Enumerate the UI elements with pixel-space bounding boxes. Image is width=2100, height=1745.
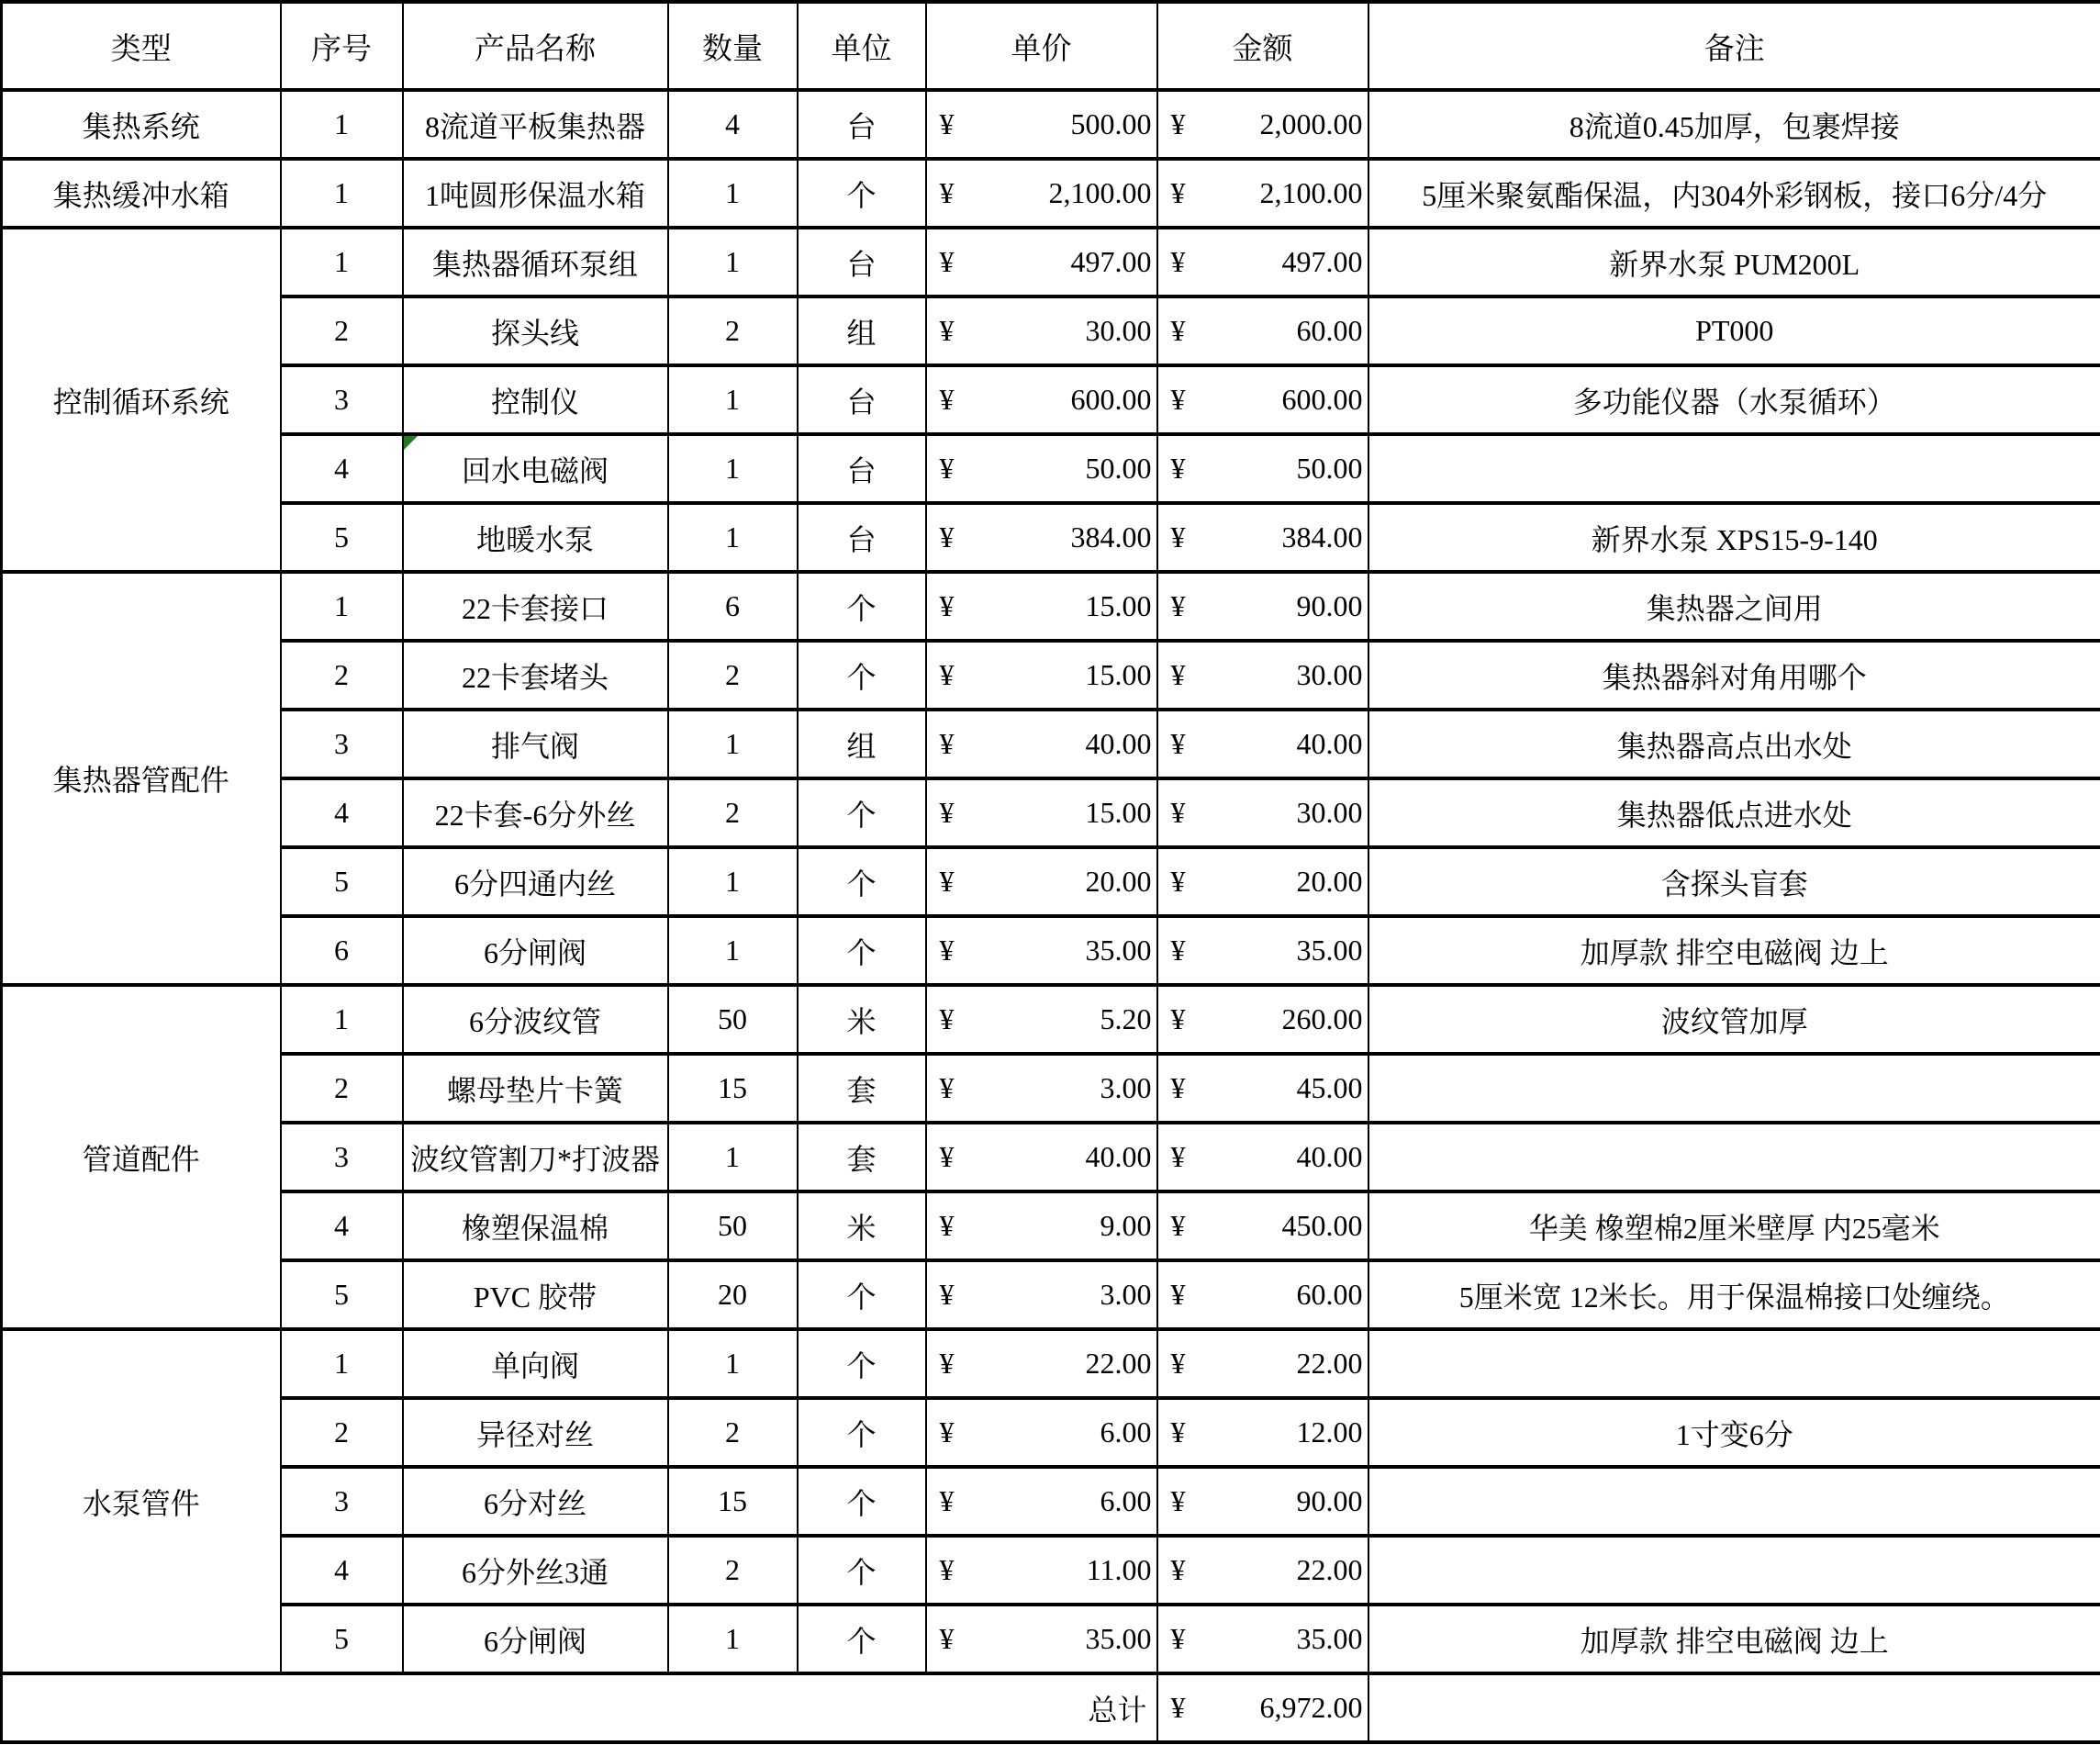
currency-value: 35.00 xyxy=(1296,1622,1363,1655)
cell-unit-price[interactable] xyxy=(926,434,1157,503)
cell-unit-price[interactable] xyxy=(926,365,1157,434)
table-row xyxy=(2,1123,2100,1191)
currency-value: 5.20 xyxy=(1100,1002,1152,1035)
currency-symbol: ¥ xyxy=(939,1553,955,1586)
table-row xyxy=(2,1191,2100,1260)
cell-qty[interactable]: 1 xyxy=(668,1123,798,1191)
currency-value: 22.00 xyxy=(1296,1553,1363,1586)
cell-amount[interactable] xyxy=(1157,296,1368,365)
cell-note[interactable]: 5厘米聚氨酯保温，内304外彩钢板，接口6分/4分 xyxy=(1368,159,2100,228)
cell-no[interactable]: 4 xyxy=(281,434,403,503)
cell-unit[interactable]: 米 xyxy=(798,985,926,1054)
currency-symbol: ¥ xyxy=(1170,1415,1186,1449)
cell-unit-price[interactable] xyxy=(926,503,1157,572)
cell-qty[interactable]: 1 xyxy=(668,1605,798,1673)
cell-amount[interactable] xyxy=(1157,1054,1368,1123)
table-row xyxy=(2,916,2100,985)
cell-note[interactable]: 新界水泵 XPS15-9-140 xyxy=(1368,503,2100,572)
cell-no[interactable]: 2 xyxy=(281,1398,403,1467)
currency-value: 22.00 xyxy=(1085,1347,1152,1380)
currency-symbol: ¥ xyxy=(1170,589,1186,622)
currency-value: 45.00 xyxy=(1296,1071,1363,1104)
cell-unit-price[interactable] xyxy=(926,90,1157,159)
currency-symbol: ¥ xyxy=(939,1278,955,1311)
cell-unit-price[interactable] xyxy=(926,778,1157,847)
cell-note[interactable]: 加厚款 排空电磁阀 边上 xyxy=(1368,1605,2100,1673)
cell-unit-price[interactable] xyxy=(926,1260,1157,1329)
cell-note[interactable] xyxy=(1368,1329,2100,1398)
currency-value: 35.00 xyxy=(1085,934,1152,967)
cell-qty[interactable]: 1 xyxy=(668,434,798,503)
header-cell-no[interactable]: 序号 xyxy=(281,2,403,90)
cell-amount[interactable] xyxy=(1157,710,1368,778)
cell-amount[interactable] xyxy=(1157,847,1368,916)
cell-product-name[interactable]: 22卡套堵头 xyxy=(403,641,668,710)
currency-value: 40.00 xyxy=(1296,727,1363,760)
cell-amount[interactable] xyxy=(1157,778,1368,847)
cell-product-name[interactable]: 波纹管割刀*打波器 xyxy=(403,1123,668,1191)
cell-qty[interactable]: 1 xyxy=(668,228,798,296)
cell-unit[interactable]: 台 xyxy=(798,90,926,159)
currency-value: 3.00 xyxy=(1100,1071,1152,1104)
currency-symbol: ¥ xyxy=(939,1415,955,1449)
currency-value: 260.00 xyxy=(1281,1002,1363,1035)
cell-qty[interactable]: 1 xyxy=(668,365,798,434)
cell-unit-price[interactable] xyxy=(926,1467,1157,1536)
currency-symbol: ¥ xyxy=(939,796,955,829)
currency-value: 600.00 xyxy=(1070,383,1152,416)
cell-no[interactable]: 6 xyxy=(281,916,403,985)
cell-no[interactable]: 1 xyxy=(281,159,403,228)
currency-symbol: ¥ xyxy=(1170,1002,1186,1035)
currency-value: 90.00 xyxy=(1296,589,1363,622)
cell-unit-price[interactable] xyxy=(926,1123,1157,1191)
cell-note[interactable] xyxy=(1368,1123,2100,1191)
currency-symbol: ¥ xyxy=(1170,383,1186,416)
cell-no[interactable]: 1 xyxy=(281,572,403,641)
cell-qty[interactable]: 50 xyxy=(668,1191,798,1260)
cell-amount[interactable] xyxy=(1157,1123,1368,1191)
cell-unit[interactable]: 米 xyxy=(798,1191,926,1260)
cell-unit-price[interactable] xyxy=(926,1605,1157,1673)
cell-qty[interactable]: 4 xyxy=(668,90,798,159)
cell-unit[interactable]: 个 xyxy=(798,1605,926,1673)
cell-no[interactable]: 5 xyxy=(281,1260,403,1329)
currency-symbol: ¥ xyxy=(939,314,955,347)
currency-symbol: ¥ xyxy=(1170,452,1186,485)
cell-no[interactable]: 3 xyxy=(281,365,403,434)
currency-symbol: ¥ xyxy=(1170,1278,1186,1311)
header-cell-unit-price[interactable]: 单价 xyxy=(926,2,1157,90)
cell-note[interactable]: 含探头盲套 xyxy=(1368,847,2100,916)
header-cell-amount[interactable]: 金额 xyxy=(1157,2,1368,90)
currency-symbol: ¥ xyxy=(1170,796,1186,829)
cell-amount[interactable] xyxy=(1157,916,1368,985)
cell-amount[interactable] xyxy=(1157,1467,1368,1536)
currency-value: 15.00 xyxy=(1085,796,1152,829)
cell-note[interactable]: 1寸变6分 xyxy=(1368,1398,2100,1467)
cell-unit-price[interactable] xyxy=(926,985,1157,1054)
cell-note[interactable]: PT000 xyxy=(1368,296,2100,365)
cell-qty[interactable]: 50 xyxy=(668,985,798,1054)
currency-value: 6,972.00 xyxy=(1259,1691,1363,1724)
currency-symbol: ¥ xyxy=(939,1140,955,1173)
cell-unit-price[interactable] xyxy=(926,572,1157,641)
currency-symbol: ¥ xyxy=(1170,176,1186,209)
cell-amount[interactable] xyxy=(1157,1605,1368,1673)
cell-note[interactable]: 5厘米宽 12米长。用于保温棉接口处缠绕。 xyxy=(1368,1260,2100,1329)
table-row xyxy=(2,1536,2100,1605)
currency-value: 3.00 xyxy=(1100,1278,1152,1311)
table-row xyxy=(2,1467,2100,1536)
cell-note[interactable]: 新界水泵 PUM200L xyxy=(1368,228,2100,296)
cell-unit-price[interactable] xyxy=(926,641,1157,710)
cell-unit[interactable]: 个 xyxy=(798,1398,926,1467)
currency-symbol: ¥ xyxy=(939,1622,955,1655)
total-note-cell[interactable] xyxy=(1368,1673,2100,1742)
cell-unit[interactable]: 个 xyxy=(798,1467,926,1536)
table-row xyxy=(2,1605,2100,1673)
cell-note[interactable]: 集热器之间用 xyxy=(1368,572,2100,641)
cell-unit-price[interactable] xyxy=(926,916,1157,985)
cell-amount[interactable] xyxy=(1157,1260,1368,1329)
cell-qty[interactable]: 2 xyxy=(668,778,798,847)
currency-value: 9.00 xyxy=(1100,1209,1152,1242)
currency-symbol: ¥ xyxy=(939,107,955,140)
currency-value: 500.00 xyxy=(1070,107,1152,140)
cell-amount[interactable] xyxy=(1157,228,1368,296)
cell-product-name[interactable]: 回水电磁阀 xyxy=(403,434,668,503)
currency-value: 20.00 xyxy=(1085,865,1152,898)
cell-no[interactable]: 5 xyxy=(281,503,403,572)
cell-unit[interactable]: 套 xyxy=(798,1054,926,1123)
cell-no[interactable]: 2 xyxy=(281,296,403,365)
cell-unit[interactable]: 台 xyxy=(798,434,926,503)
cell-category[interactable]: 管道配件 xyxy=(2,985,281,1329)
table-row xyxy=(2,1260,2100,1329)
cell-note[interactable]: 8流道0.45加厚，包裹焊接 xyxy=(1368,90,2100,159)
cell-qty[interactable]: 2 xyxy=(668,1398,798,1467)
currency-value: 50.00 xyxy=(1296,452,1363,485)
cell-qty[interactable]: 1 xyxy=(668,710,798,778)
currency-value: 497.00 xyxy=(1070,245,1152,278)
cell-no[interactable]: 3 xyxy=(281,1123,403,1191)
currency-value: 60.00 xyxy=(1296,1278,1363,1311)
table-row xyxy=(2,847,2100,916)
cell-product-name[interactable]: 22卡套接口 xyxy=(403,572,668,641)
cell-product-name[interactable]: 控制仪 xyxy=(403,365,668,434)
cell-no[interactable]: 2 xyxy=(281,1054,403,1123)
currency-symbol: ¥ xyxy=(939,934,955,967)
table-row xyxy=(2,1398,2100,1467)
cell-product-name[interactable]: 1吨圆形保温水箱 xyxy=(403,159,668,228)
currency-value: 20.00 xyxy=(1296,865,1363,898)
cell-unit[interactable]: 个 xyxy=(798,1536,926,1605)
cell-unit[interactable]: 个 xyxy=(798,159,926,228)
currency-value: 384.00 xyxy=(1070,520,1152,554)
cell-product-name[interactable]: 8流道平板集热器 xyxy=(403,90,668,159)
cell-unit-price[interactable] xyxy=(926,228,1157,296)
currency-symbol: ¥ xyxy=(1170,245,1186,278)
currency-value: 35.00 xyxy=(1296,934,1363,967)
cell-unit[interactable]: 台 xyxy=(798,365,926,434)
currency-symbol: ¥ xyxy=(1170,314,1186,347)
table-row xyxy=(2,1054,2100,1123)
cell-product-name[interactable]: 6分外丝3通 xyxy=(403,1536,668,1605)
table-row xyxy=(2,90,2100,159)
header-cell-product-name[interactable]: 产品名称 xyxy=(403,2,668,90)
currency-symbol: ¥ xyxy=(1170,658,1186,691)
cell-amount[interactable] xyxy=(1157,1398,1368,1467)
cell-no[interactable]: 1 xyxy=(281,985,403,1054)
comment-marker-icon xyxy=(404,436,418,450)
table-row xyxy=(2,710,2100,778)
currency-symbol: ¥ xyxy=(1170,727,1186,760)
currency-value: 40.00 xyxy=(1085,1140,1152,1173)
cell-note[interactable]: 多功能仪器（水泵循环） xyxy=(1368,365,2100,434)
cell-amount[interactable] xyxy=(1157,365,1368,434)
header-cell-qty[interactable]: 数量 xyxy=(668,2,798,90)
currency-value: 30.00 xyxy=(1296,658,1363,691)
cell-qty[interactable]: 15 xyxy=(668,1054,798,1123)
currency-symbol: ¥ xyxy=(1170,107,1186,140)
currency-symbol: ¥ xyxy=(939,1209,955,1242)
cell-amount[interactable] xyxy=(1157,572,1368,641)
cell-product-name[interactable]: 排气阀 xyxy=(403,710,668,778)
cell-no[interactable]: 4 xyxy=(281,778,403,847)
currency-symbol: ¥ xyxy=(939,452,955,485)
cell-qty[interactable]: 1 xyxy=(668,916,798,985)
currency-symbol: ¥ xyxy=(1170,934,1186,967)
currency-value: 12.00 xyxy=(1296,1415,1363,1449)
cell-category[interactable]: 水泵管件 xyxy=(2,1329,281,1673)
cell-product-name[interactable]: 单向阀 xyxy=(403,1329,668,1398)
currency-symbol: ¥ xyxy=(939,1484,955,1517)
cell-product-name[interactable]: 6分对丝 xyxy=(403,1467,668,1536)
cell-note[interactable]: 集热器斜对角用哪个 xyxy=(1368,641,2100,710)
cell-qty[interactable]: 1 xyxy=(668,1329,798,1398)
currency-symbol: ¥ xyxy=(939,1347,955,1380)
table-row xyxy=(2,778,2100,847)
cell-product-name[interactable]: 橡塑保温棉 xyxy=(403,1191,668,1260)
cell-qty[interactable]: 2 xyxy=(668,296,798,365)
header-cell-note[interactable]: 备注 xyxy=(1368,2,2100,90)
total-amount-cell[interactable] xyxy=(1157,1673,1368,1742)
cell-product-name[interactable]: PVC 胶带 xyxy=(403,1260,668,1329)
header-cell-type[interactable]: 类型 xyxy=(2,2,281,90)
cell-note[interactable]: 集热器高点出水处 xyxy=(1368,710,2100,778)
currency-symbol: ¥ xyxy=(939,727,955,760)
cell-unit[interactable]: 个 xyxy=(798,572,926,641)
cell-category[interactable]: 集热系统 xyxy=(2,90,281,159)
currency-value: 2,100.00 xyxy=(1048,176,1152,209)
cell-no[interactable]: 4 xyxy=(281,1536,403,1605)
cell-amount[interactable] xyxy=(1157,1329,1368,1398)
currency-symbol: ¥ xyxy=(939,1071,955,1104)
currency-value: 15.00 xyxy=(1085,658,1152,691)
cell-note[interactable] xyxy=(1368,1467,2100,1536)
cell-product-name[interactable]: 6分闸阀 xyxy=(403,916,668,985)
cell-unit-price[interactable] xyxy=(926,710,1157,778)
currency-symbol: ¥ xyxy=(939,658,955,691)
cell-product-name[interactable]: 地暖水泵 xyxy=(403,503,668,572)
cell-unit[interactable]: 个 xyxy=(798,916,926,985)
currency-symbol: ¥ xyxy=(1170,1209,1186,1242)
table-row xyxy=(2,296,2100,365)
cell-qty[interactable]: 1 xyxy=(668,503,798,572)
cell-no[interactable]: 5 xyxy=(281,1605,403,1673)
cell-qty[interactable]: 1 xyxy=(668,847,798,916)
cell-unit[interactable]: 台 xyxy=(798,503,926,572)
cell-no[interactable]: 4 xyxy=(281,1191,403,1260)
currency-symbol: ¥ xyxy=(1170,1347,1186,1380)
cell-unit[interactable]: 个 xyxy=(798,1260,926,1329)
cell-product-name[interactable]: 异径对丝 xyxy=(403,1398,668,1467)
cell-unit-price[interactable] xyxy=(926,1329,1157,1398)
currency-symbol: ¥ xyxy=(939,245,955,278)
currency-value: 15.00 xyxy=(1085,589,1152,622)
cell-product-name[interactable]: 6分闸阀 xyxy=(403,1605,668,1673)
cell-category[interactable]: 集热缓冲水箱 xyxy=(2,159,281,228)
cell-qty[interactable]: 2 xyxy=(668,641,798,710)
currency-value: 30.00 xyxy=(1085,314,1152,347)
cell-amount[interactable] xyxy=(1157,159,1368,228)
cell-product-name[interactable]: 探头线 xyxy=(403,296,668,365)
currency-symbol: ¥ xyxy=(939,1002,955,1035)
table-row xyxy=(2,985,2100,1054)
cell-product-name[interactable]: 集热器循环泵组 xyxy=(403,228,668,296)
cell-unit-price[interactable] xyxy=(926,159,1157,228)
cell-no[interactable]: 1 xyxy=(281,1329,403,1398)
cell-amount[interactable] xyxy=(1157,985,1368,1054)
table-row xyxy=(2,572,2100,641)
currency-symbol: ¥ xyxy=(1170,520,1186,554)
cell-note[interactable]: 加厚款 排空电磁阀 边上 xyxy=(1368,916,2100,985)
cell-product-name[interactable]: 螺母垫片卡簧 xyxy=(403,1054,668,1123)
currency-value: 50.00 xyxy=(1085,452,1152,485)
cell-unit-price[interactable] xyxy=(926,296,1157,365)
cell-note[interactable]: 华美 橡塑棉2厘米壁厚 内25毫米 xyxy=(1368,1191,2100,1260)
currency-symbol: ¥ xyxy=(1170,865,1186,898)
cell-category[interactable]: 控制循环系统 xyxy=(2,228,281,572)
cell-note[interactable] xyxy=(1368,1054,2100,1123)
table-row xyxy=(2,641,2100,710)
cell-amount[interactable] xyxy=(1157,1191,1368,1260)
currency-value: 60.00 xyxy=(1296,314,1363,347)
cell-unit[interactable]: 个 xyxy=(798,847,926,916)
currency-symbol: ¥ xyxy=(1170,1484,1186,1517)
cell-amount[interactable] xyxy=(1157,503,1368,572)
cell-unit[interactable]: 组 xyxy=(798,296,926,365)
currency-symbol: ¥ xyxy=(939,383,955,416)
cell-no[interactable]: 5 xyxy=(281,847,403,916)
cell-amount[interactable] xyxy=(1157,641,1368,710)
currency-value: 450.00 xyxy=(1281,1209,1363,1242)
cell-no[interactable]: 3 xyxy=(281,710,403,778)
cell-no[interactable]: 2 xyxy=(281,641,403,710)
header-row xyxy=(2,2,2100,90)
currency-value: 22.00 xyxy=(1296,1347,1363,1380)
table-row xyxy=(2,434,2100,503)
currency-value: 30.00 xyxy=(1296,796,1363,829)
currency-symbol: ¥ xyxy=(1170,1071,1186,1104)
currency-symbol: ¥ xyxy=(939,520,955,554)
cell-note[interactable] xyxy=(1368,434,2100,503)
cell-no[interactable]: 1 xyxy=(281,228,403,296)
cell-product-name[interactable]: 22卡套-6分外丝 xyxy=(403,778,668,847)
currency-value: 40.00 xyxy=(1085,727,1152,760)
cell-unit[interactable]: 个 xyxy=(798,641,926,710)
currency-value: 11.00 xyxy=(1086,1553,1152,1586)
currency-value: 2,100.00 xyxy=(1259,176,1363,209)
cell-unit-price[interactable] xyxy=(926,1054,1157,1123)
cell-qty[interactable]: 20 xyxy=(668,1260,798,1329)
cell-qty[interactable]: 2 xyxy=(668,1536,798,1605)
cell-unit-price[interactable] xyxy=(926,1536,1157,1605)
table-row xyxy=(2,1329,2100,1398)
cell-no[interactable]: 3 xyxy=(281,1467,403,1536)
currency-symbol: ¥ xyxy=(1170,1553,1186,1586)
cell-unit[interactable]: 台 xyxy=(798,228,926,296)
currency-value: 90.00 xyxy=(1296,1484,1363,1517)
cell-product-name[interactable]: 6分波纹管 xyxy=(403,985,668,1054)
header-cell-unit[interactable]: 单位 xyxy=(798,2,926,90)
cell-unit[interactable]: 个 xyxy=(798,778,926,847)
cell-qty[interactable]: 1 xyxy=(668,159,798,228)
total-row xyxy=(2,1673,2100,1742)
cell-category[interactable]: 集热器管配件 xyxy=(2,572,281,985)
cell-qty[interactable]: 6 xyxy=(668,572,798,641)
currency-value: 6.00 xyxy=(1100,1484,1152,1517)
cell-unit-price[interactable] xyxy=(926,1398,1157,1467)
total-label-cell[interactable]: 总计 xyxy=(2,1673,1157,1742)
currency-value: 6.00 xyxy=(1100,1415,1152,1449)
currency-value: 2,000.00 xyxy=(1259,107,1363,140)
table-row xyxy=(2,228,2100,296)
currency-value: 40.00 xyxy=(1296,1140,1363,1173)
cell-unit[interactable]: 个 xyxy=(798,1329,926,1398)
cell-note[interactable]: 波纹管加厚 xyxy=(1368,985,2100,1054)
cell-unit[interactable]: 套 xyxy=(798,1123,926,1191)
table-row xyxy=(2,159,2100,228)
currency-symbol: ¥ xyxy=(939,589,955,622)
currency-value: 600.00 xyxy=(1281,383,1363,416)
currency-symbol: ¥ xyxy=(939,865,955,898)
cell-amount[interactable] xyxy=(1157,1536,1368,1605)
currency-symbol: ¥ xyxy=(1170,1691,1186,1724)
currency-value: 497.00 xyxy=(1281,245,1363,278)
table-row xyxy=(2,503,2100,572)
currency-value: 384.00 xyxy=(1281,520,1363,554)
cell-note[interactable]: 集热器低点进水处 xyxy=(1368,778,2100,847)
cell-unit-price[interactable] xyxy=(926,847,1157,916)
cell-unit[interactable]: 组 xyxy=(798,710,926,778)
currency-value: 35.00 xyxy=(1085,1622,1152,1655)
currency-symbol: ¥ xyxy=(1170,1622,1186,1655)
cell-qty[interactable]: 15 xyxy=(668,1467,798,1536)
cell-no[interactable]: 1 xyxy=(281,90,403,159)
cell-note[interactable] xyxy=(1368,1536,2100,1605)
table-body xyxy=(2,90,2100,1742)
cell-unit-price[interactable] xyxy=(926,1191,1157,1260)
cell-amount[interactable] xyxy=(1157,434,1368,503)
table-row xyxy=(2,365,2100,434)
currency-symbol: ¥ xyxy=(939,176,955,209)
cell-amount[interactable] xyxy=(1157,90,1368,159)
currency-symbol: ¥ xyxy=(1170,1140,1186,1173)
cell-product-name[interactable]: 6分四通内丝 xyxy=(403,847,668,916)
